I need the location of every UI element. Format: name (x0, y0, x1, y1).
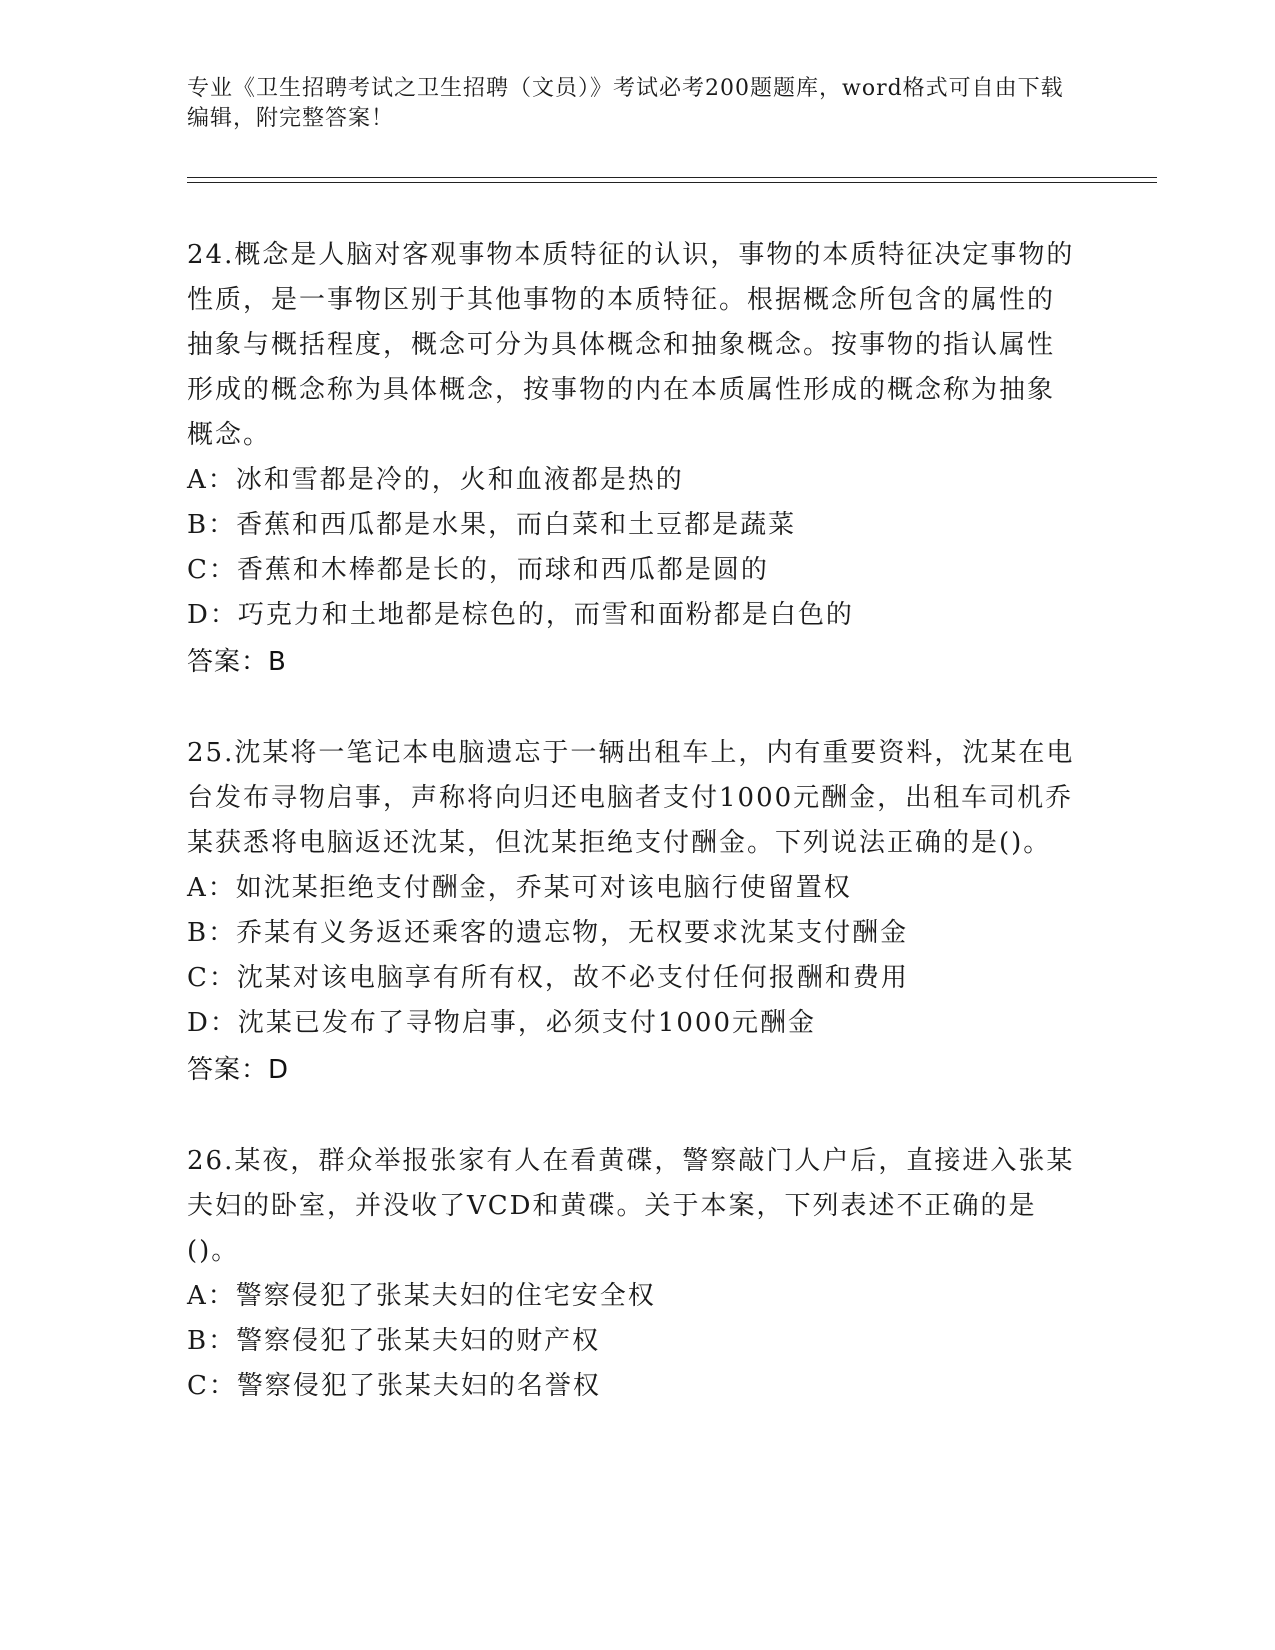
option-a: A：警察侵犯了张某夫妇的住宅安全权 (187, 1281, 656, 1311)
question-stem: 25.沈某将一笔记本电脑遗忘于一辆出租车上，内有重要资料，沈某在电台发布寻物启事，声称将向归还电脑者支付1000元酬金，出租车司机乔某获悉将电脑返还沈某，但沈某拒绝支付酬金。下列说法正确的是()。 (187, 738, 1075, 858)
header-note: 专业《卫生招聘考试之卫生招聘（文员）》考试必考200题题库，word格式可自由下载编辑，附完整答案！ (187, 76, 1064, 131)
option-a: A：如沈某拒绝支付酬金，乔某可对该电脑行使留置权 (187, 873, 852, 903)
option-d: D：沈某已发布了寻物启事，必须支付1000元酬金 (187, 1008, 817, 1038)
option-b: B：警察侵犯了张某夫妇的财产权 (187, 1326, 601, 1356)
answer-label: 答案：B (187, 647, 287, 677)
question-24 (187, 233, 1077, 685)
option-c: C：香蕉和木棒都是长的，而球和西瓜都是圆的 (187, 555, 769, 585)
question-list (187, 233, 1077, 1455)
option-c: C：警察侵犯了张某夫妇的名誉权 (187, 1371, 601, 1401)
option-b: B：乔某有义务返还乘客的遗忘物，无权要求沈某支付酬金 (187, 918, 909, 948)
question-stem: 24.概念是人脑对客观事物本质特征的认识，事物的本质特征决定事物的性质，是一事物区别于其他事物的本质特征。根据概念所包含的属性的抽象与概括程度，概念可分为具体概念和抽象概念。按事物的指认属性形成的概念称为具体概念，按事物的内在本质属性形成的概念称为抽象概念。 (187, 240, 1075, 450)
question-25 (187, 731, 1077, 1093)
header-divider-top (187, 177, 1157, 178)
option-a: A：冰和雪都是冷的，火和血液都是热的 (187, 465, 684, 495)
option-b: B：香蕉和西瓜都是水果，而白菜和土豆都是蔬菜 (187, 510, 797, 540)
answer-label: 答案：D (187, 1055, 290, 1085)
question-26 (187, 1139, 1077, 1409)
header-divider-bottom (187, 182, 1157, 183)
question-stem: 26.某夜，群众举报张家有人在看黄碟，警察敲门人户后，直接进入张某夫妇的卧室，并没收了VCD和黄碟。关于本案，下列表述不正确的是()。 (187, 1146, 1075, 1266)
option-c: C：沈某对该电脑享有所有权，故不必支付任何报酬和费用 (187, 963, 909, 993)
option-d: D：巧克力和土地都是棕色的，而雪和面粉都是白色的 (187, 600, 854, 630)
